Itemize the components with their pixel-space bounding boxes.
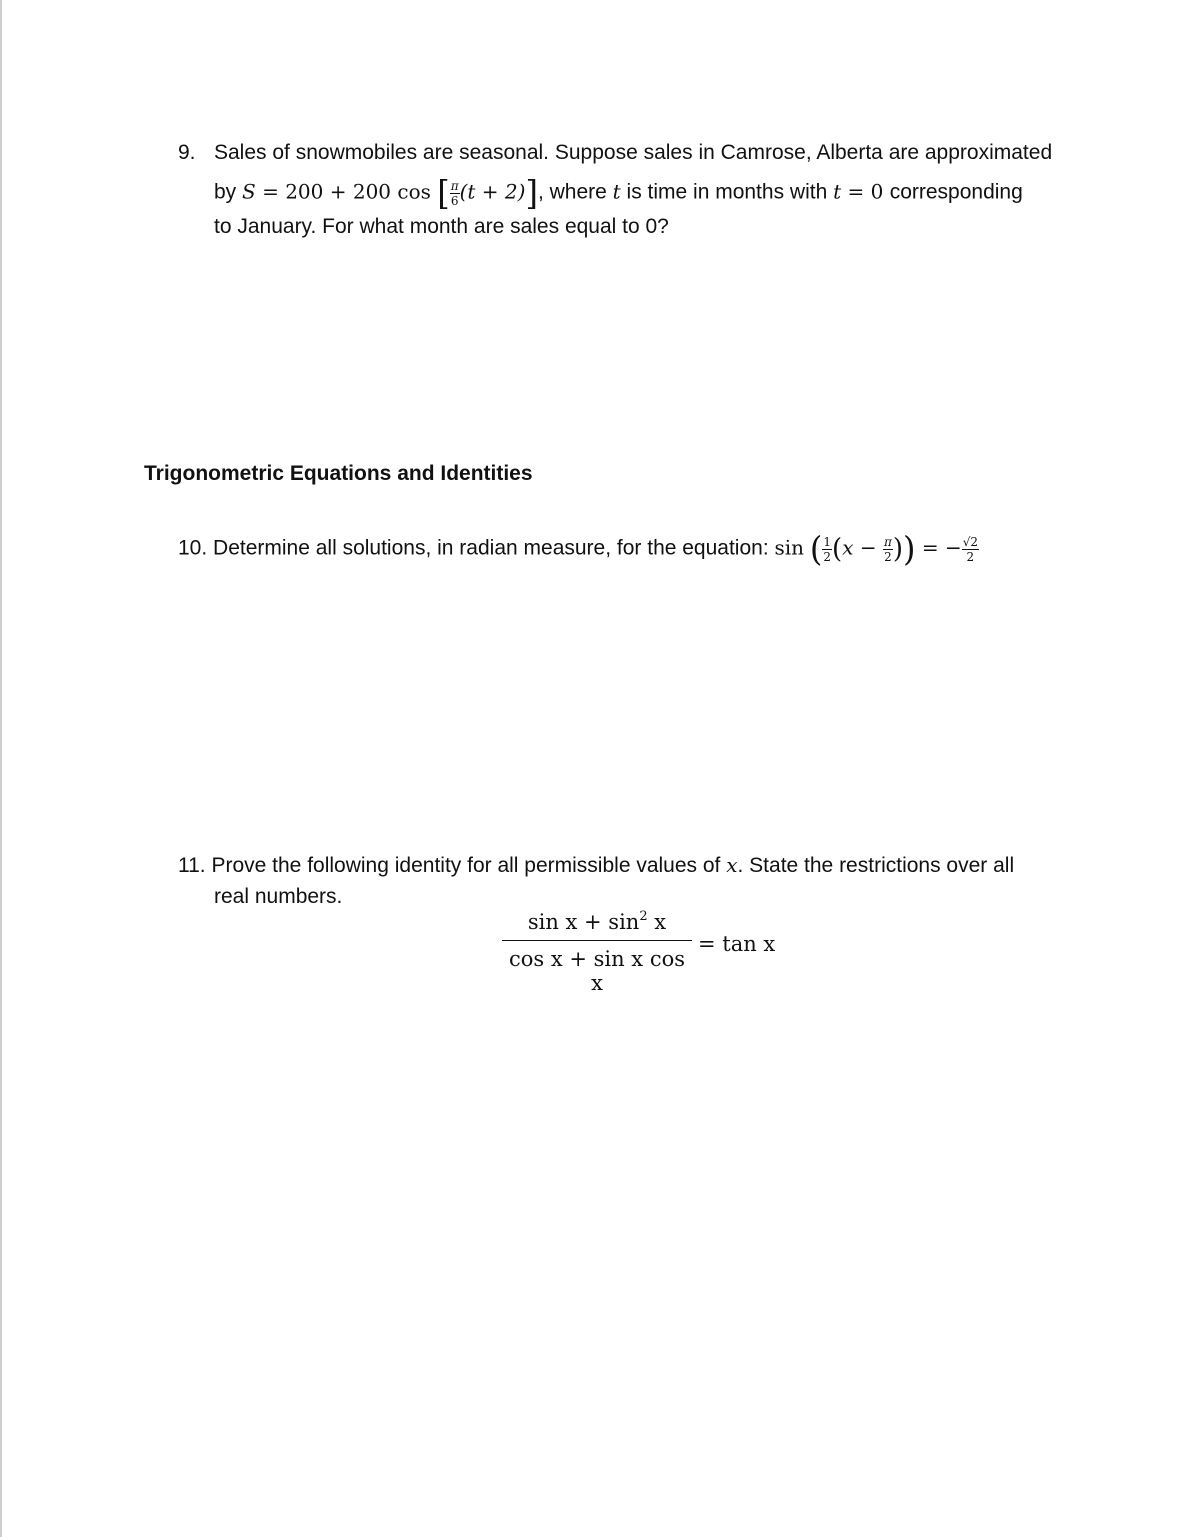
q10-close-paren: ) xyxy=(903,529,916,569)
q10-half: $\frac{1}{2}$ xyxy=(823,534,832,564)
q9-formula-s: S xyxy=(242,179,256,204)
q9-t-var-2: t xyxy=(833,179,842,204)
q10-open-paren: ( xyxy=(809,529,823,569)
q10-minus: − xyxy=(853,535,883,560)
q11-x: x xyxy=(726,853,738,877)
q9-line-2 xyxy=(214,173,1023,213)
q9-formula-eq: = 200 + 200 cos xyxy=(255,179,438,204)
q9-t-plus-2: (t + 2) xyxy=(459,179,526,204)
q10-line xyxy=(178,529,979,569)
q9-left-bracket: [ xyxy=(437,173,450,213)
q9-right-bracket: ] xyxy=(525,173,538,213)
q9-t-eq-0: = 0 xyxy=(841,179,890,204)
q11-line-2: real numbers. xyxy=(214,885,343,908)
q9-mid-text: is time in months with xyxy=(620,180,834,204)
q10-equals: = − xyxy=(915,535,962,560)
q9-corresponding: corresponding xyxy=(889,180,1023,204)
q9-where: , where xyxy=(537,180,613,204)
section-heading: Trigonometric Equations and Identities xyxy=(144,462,533,485)
q9-by: by xyxy=(214,180,243,204)
q9-pi-over-6: $\frac{\pi}{6}$ xyxy=(450,178,459,208)
q10-open-paren-inner: ( xyxy=(832,533,843,565)
q11-numerator: $\sin x + \sin^2 x$ xyxy=(502,910,692,941)
q9-line-1: Sales of snowmobiles are seasonal. Suppose sales in Camrose, Alberta are approximated xyxy=(214,141,1053,164)
q10-sin: sin xyxy=(774,535,805,560)
q9-line-3: to January. For what month are sales equal to 0? xyxy=(214,215,669,238)
q9-t-var: t xyxy=(612,179,621,204)
q9-number: 9. xyxy=(178,141,196,164)
q10-sqrt2-over-2: $\frac{√2}{2}$ xyxy=(962,534,978,564)
q11-identity-fraction xyxy=(502,910,692,995)
q11-denominator: cos x + sin x cos x xyxy=(508,947,686,995)
q11-text-a: 11. Prove the following identity for all permissible values of xyxy=(178,854,727,877)
q10-close-paren-inner: ) xyxy=(892,533,903,565)
q10-pi-over-2: $\frac{\pi}{2}$ xyxy=(883,534,892,564)
q10-x: x xyxy=(842,535,854,560)
q11-rhs: = tan x xyxy=(698,932,776,956)
q10-text: 10. Determine all solutions, in radian measure, for the equation: xyxy=(178,536,775,560)
q11-line-1 xyxy=(178,852,1014,879)
q11-text-b: . State the restrictions over all xyxy=(737,854,1015,877)
